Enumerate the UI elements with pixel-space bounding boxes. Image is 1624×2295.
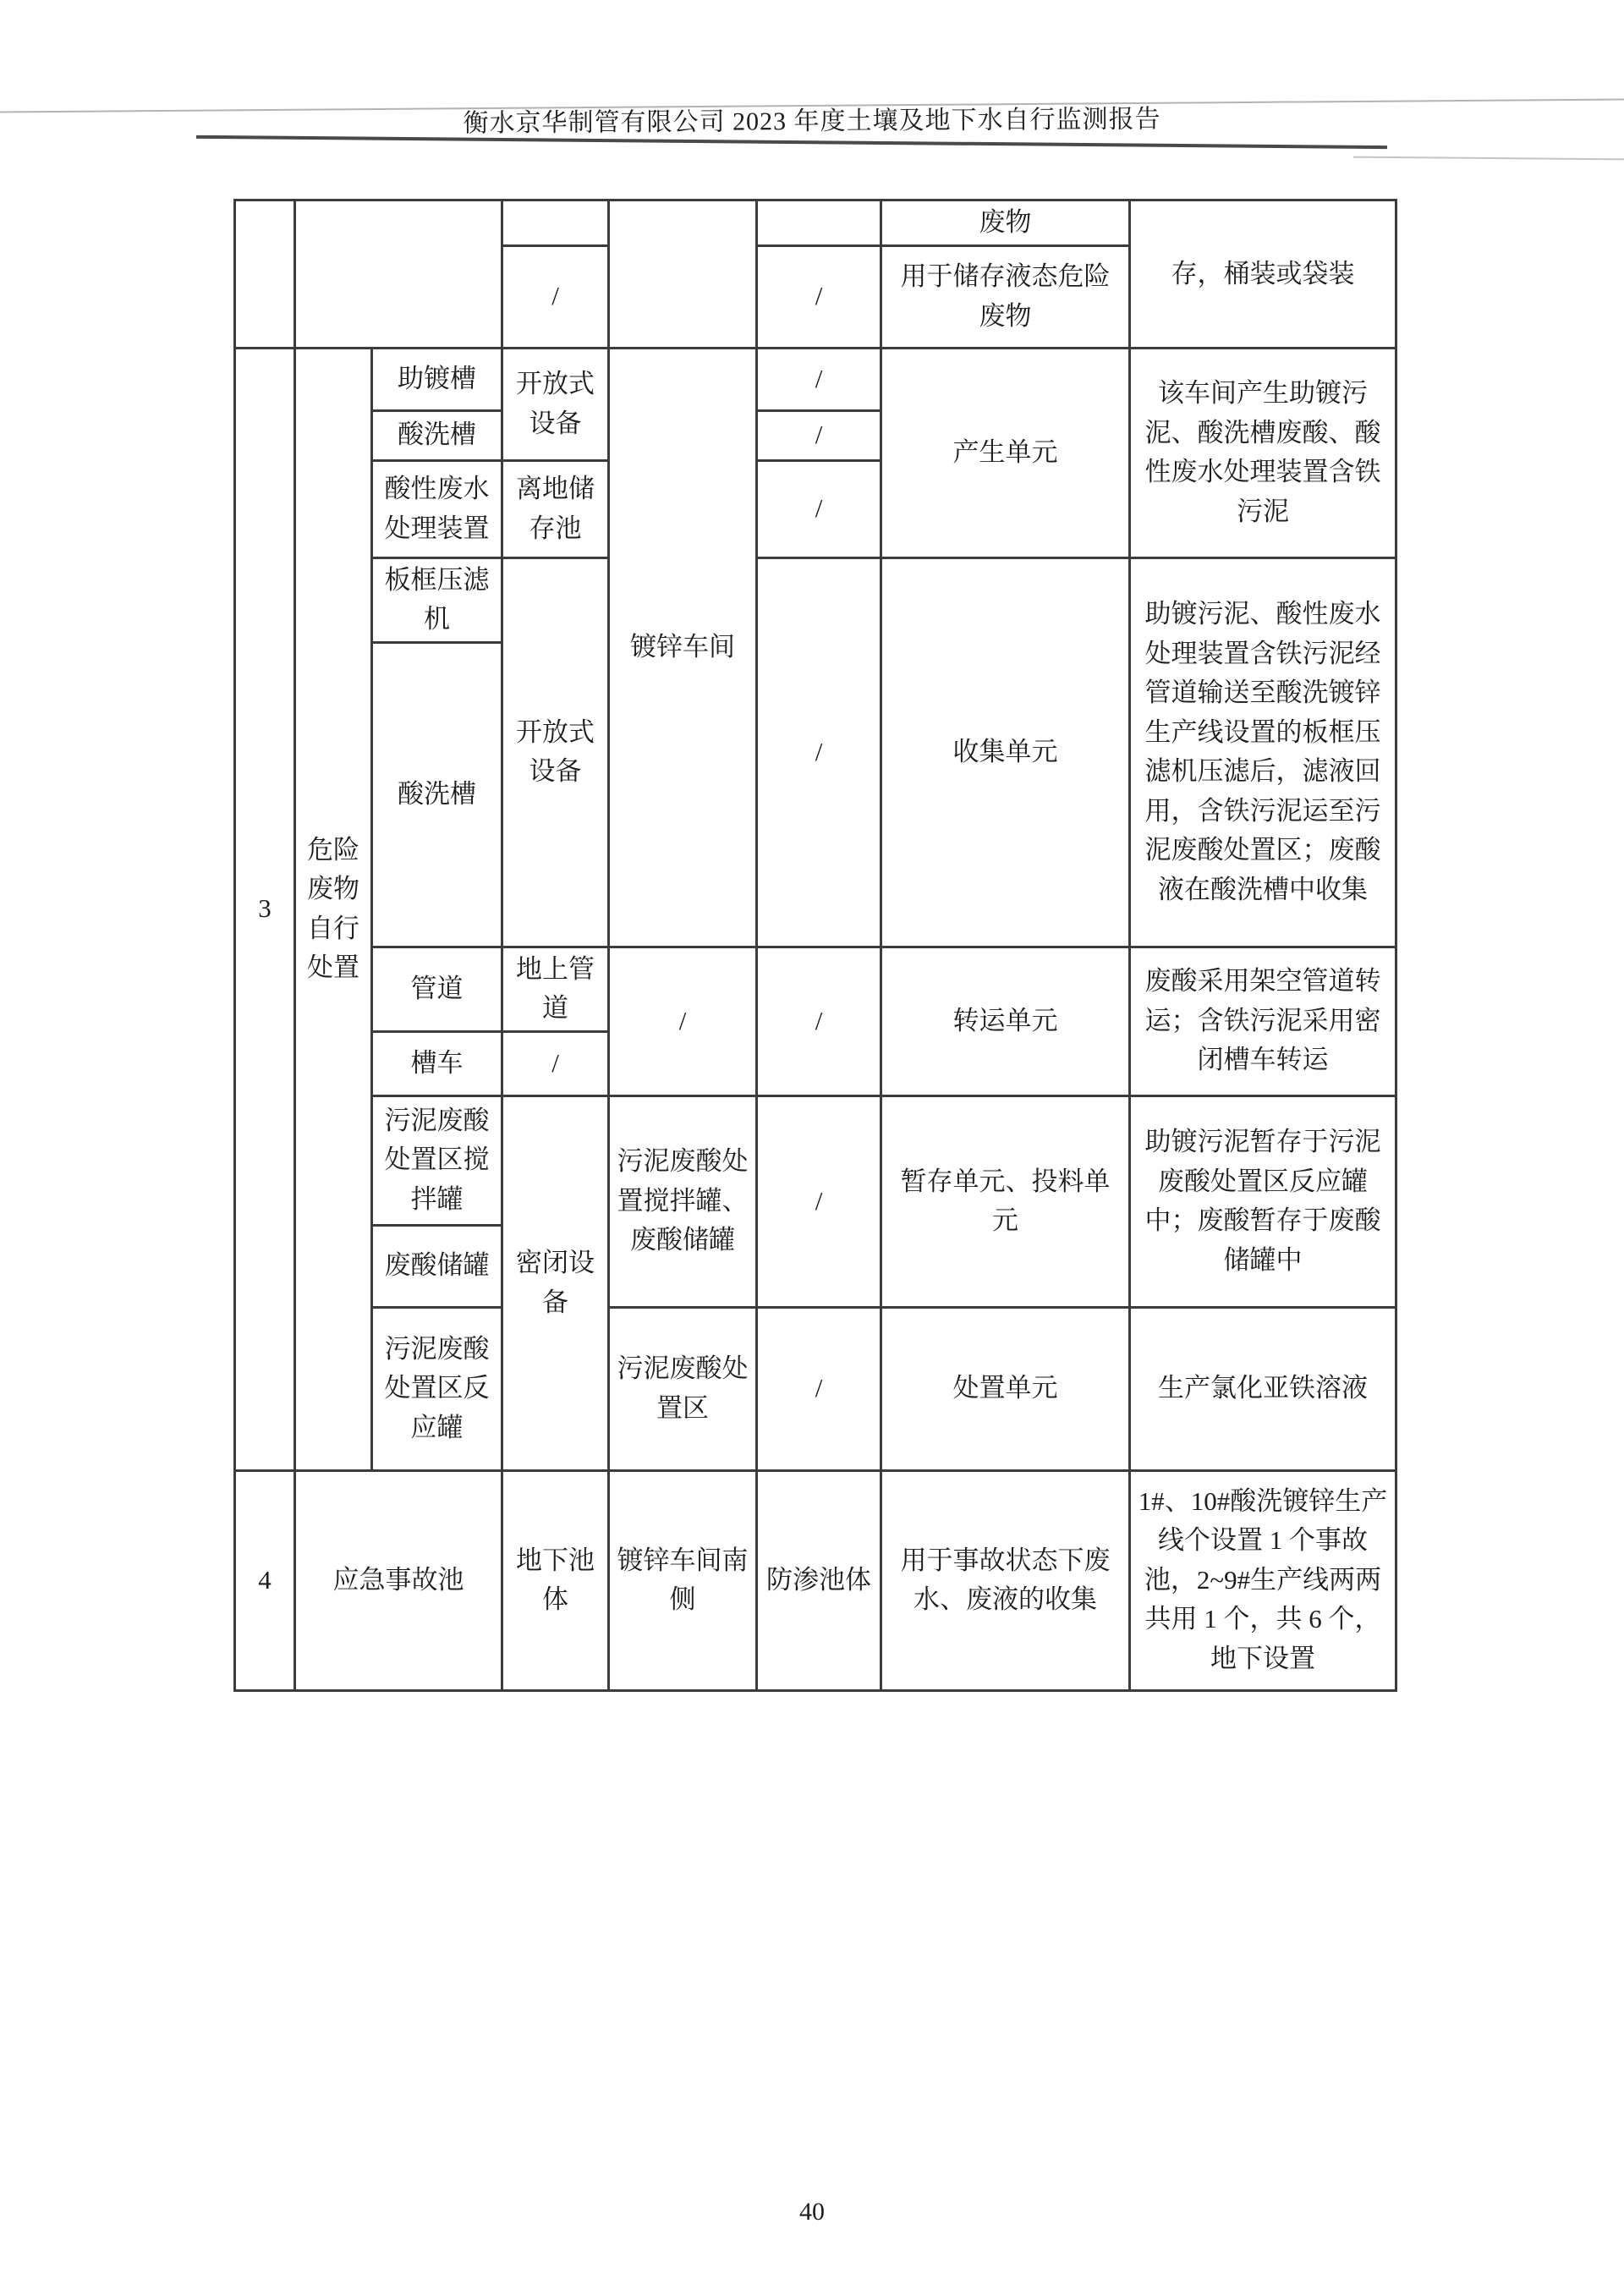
table-cell: 助镀污泥暂存于污泥废酸处置区反应罐中；废酸暂存于废酸储罐中 — [1130, 1095, 1396, 1307]
table-cell: 1#、10#酸洗镀锌生产线个设置 1 个事故池，2~9#生产线两两共用 1 个，共 6 个，地下设置 — [1130, 1470, 1396, 1690]
table-cell: 存，桶装或袋装 — [1130, 200, 1396, 349]
table-cell: 镀锌车间 — [609, 348, 757, 947]
table-cell: 转运单元 — [881, 947, 1130, 1095]
slash-cell: / — [757, 947, 881, 1095]
slash-cell: / — [502, 1031, 609, 1095]
header-title: 衡水京华制管有限公司 2023 年度土壤及地下水自行监测报告 — [463, 105, 1161, 138]
slash-cell: / — [502, 245, 609, 348]
table-cell: 槽车 — [372, 1031, 502, 1095]
table-cell: 污泥废酸处置区搅拌罐 — [372, 1095, 502, 1225]
row-index-cell: 4 — [235, 1470, 295, 1690]
slash-cell: / — [757, 348, 881, 410]
table-cell: 管道 — [372, 947, 502, 1031]
table-cell: 酸性废水处理装置 — [372, 460, 502, 557]
table-row — [235, 557, 1396, 642]
table-cell: 该车间产生助镀污泥、酸洗槽废酸、酸性废水处理装置含铁污泥 — [1130, 348, 1396, 557]
table-cell: 酸洗槽 — [372, 642, 502, 947]
empty-cell — [235, 200, 295, 349]
table-cell: 处置单元 — [881, 1307, 1130, 1470]
table-cell: 收集单元 — [881, 557, 1130, 947]
table-cell: 用于事故状态下废水、废液的收集 — [881, 1470, 1130, 1690]
table-cell: 地下池体 — [502, 1470, 609, 1690]
hazardous-waste-units-table — [233, 199, 1397, 1692]
table-cell: 污泥废酸处置搅拌罐、废酸储罐 — [609, 1095, 757, 1307]
table-row — [235, 200, 1396, 246]
empty-cell — [609, 200, 757, 349]
table-row — [235, 1307, 1396, 1470]
empty-cell — [502, 200, 609, 246]
slash-cell: / — [757, 460, 881, 557]
table-cell: 酸洗槽 — [372, 410, 502, 460]
table-cell: 开放式设备 — [502, 557, 609, 947]
empty-cell — [295, 200, 502, 349]
slash-cell: / — [609, 947, 757, 1095]
table-cell: 助镀污泥、酸性废水处理装置含铁污泥经管道输送至酸洗镀锌生产线设置的板框压滤机压滤后，滤液回用，含铁污泥运至污泥废酸处置区；废酸液在酸洗槽中收集 — [1130, 557, 1396, 947]
table-cell: 生产氯化亚铁溶液 — [1130, 1307, 1396, 1470]
table-row — [235, 947, 1396, 1031]
slash-cell: / — [757, 410, 881, 460]
table-row — [235, 348, 1396, 410]
table-row — [235, 1095, 1396, 1225]
table-cell: 废物 — [881, 200, 1130, 246]
table-cell: 防渗池体 — [757, 1470, 881, 1690]
table-row — [235, 1470, 1396, 1690]
empty-cell — [757, 200, 881, 246]
page-number: 40 — [799, 2198, 825, 2226]
table-cell: 产生单元 — [881, 348, 1130, 557]
table-cell: 离地储存池 — [502, 460, 609, 557]
category-cell: 应急事故池 — [295, 1470, 502, 1690]
table-cell: 用于储存液态危险废物 — [881, 245, 1130, 348]
table-cell: 暂存单元、投料单元 — [881, 1095, 1130, 1307]
table-cell: 板框压滤机 — [372, 557, 502, 642]
table-cell: 开放式设备 — [502, 348, 609, 460]
table-cell: 污泥废酸处置区反应罐 — [372, 1307, 502, 1470]
header-rule — [196, 135, 1387, 149]
scan-artifact-line-right — [1353, 156, 1624, 161]
table-cell: 密闭设备 — [502, 1095, 609, 1470]
table-cell: 镀锌车间南侧 — [609, 1470, 757, 1690]
table-cell: 废酸采用架空管道转运；含铁污泥采用密闭槽车转运 — [1130, 947, 1396, 1095]
slash-cell: / — [757, 1095, 881, 1307]
slash-cell: / — [757, 557, 881, 947]
table-cell: 地上管道 — [502, 947, 609, 1031]
table-cell: 污泥废酸处置区 — [609, 1307, 757, 1470]
slash-cell: / — [757, 1307, 881, 1470]
table-cell: 废酸储罐 — [372, 1225, 502, 1307]
row-index-cell: 3 — [235, 348, 295, 1470]
slash-cell: / — [757, 245, 881, 348]
table-cell: 助镀槽 — [372, 348, 502, 410]
category-cell: 危险废物自行处置 — [295, 348, 372, 1470]
